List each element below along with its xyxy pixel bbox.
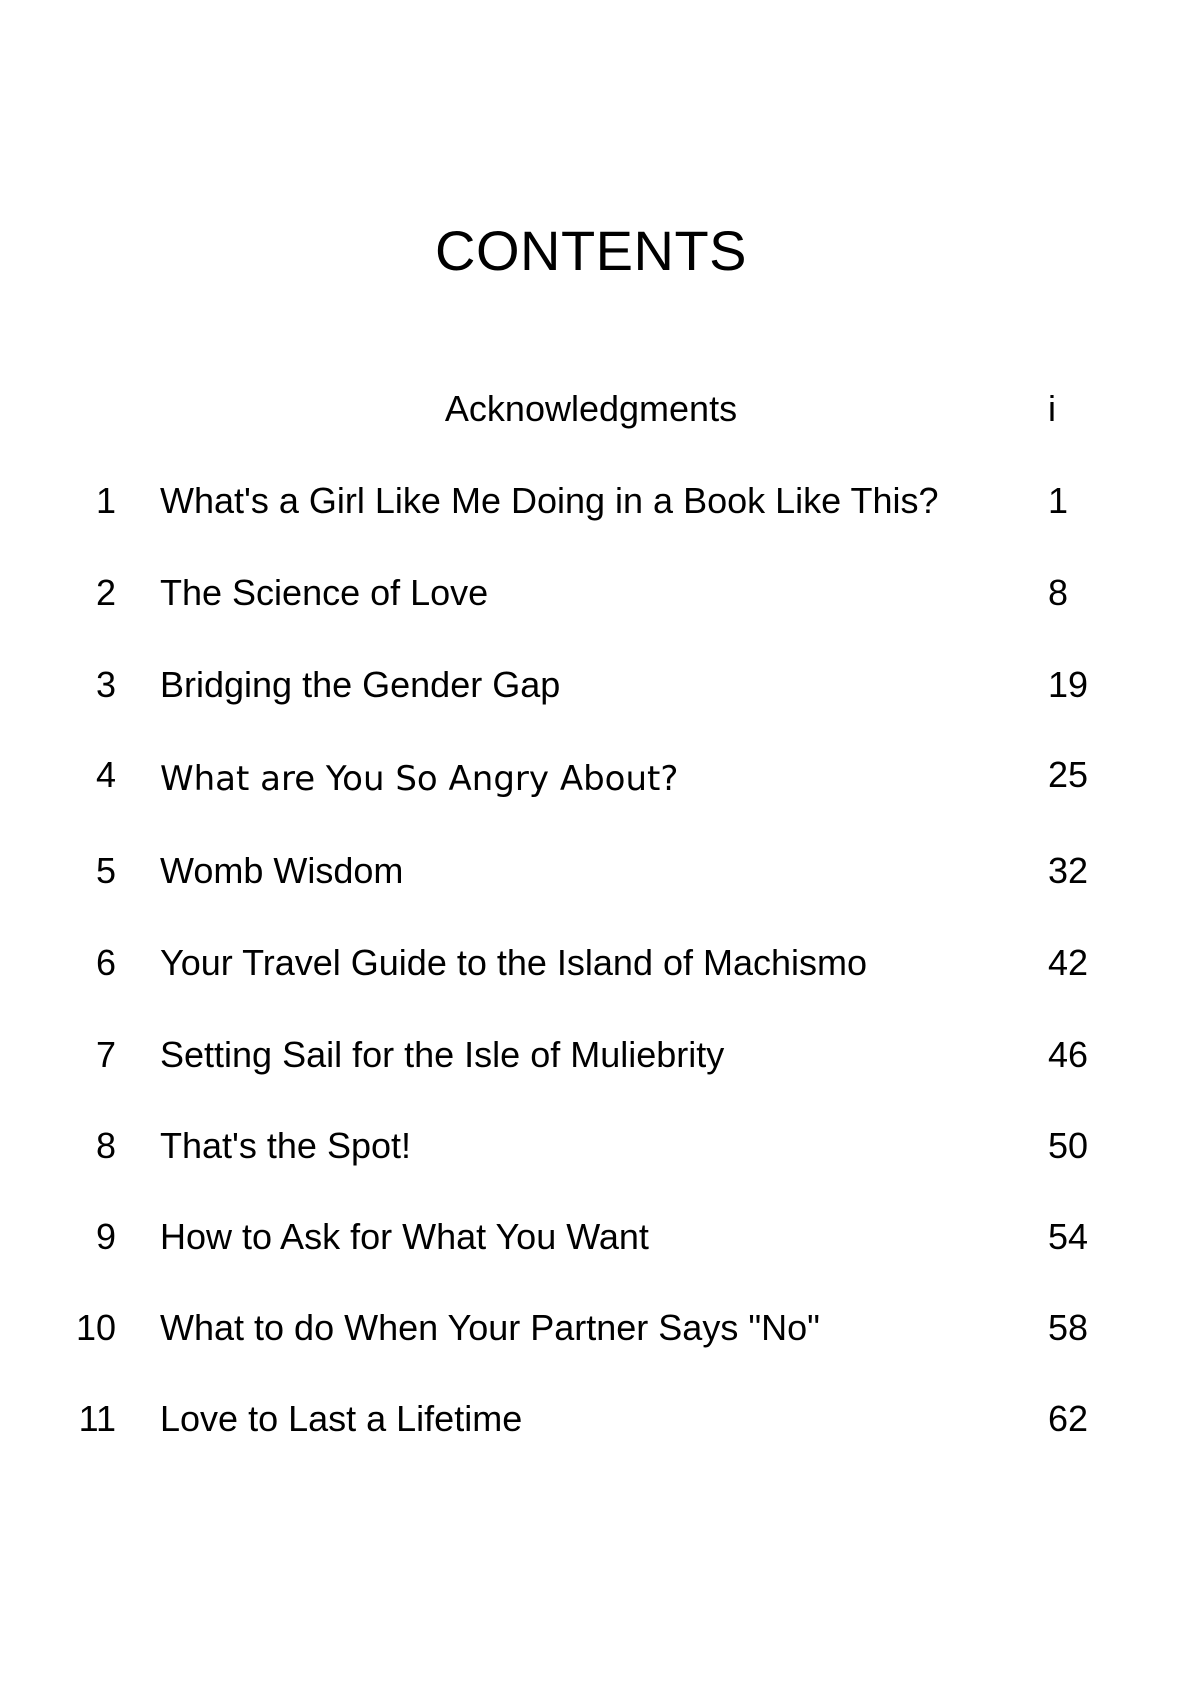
chapter-title: Your Travel Guide to the Island of Machismo <box>160 942 868 983</box>
chapter-page: 19 <box>1048 664 1089 705</box>
chapter-title: How to Ask for What You Want <box>160 1216 649 1257</box>
toc-row-acknowledgments[interactable] <box>0 384 1182 434</box>
chapter-page: 8 <box>1048 572 1069 613</box>
toc-row-chapter-2[interactable] <box>0 568 1182 618</box>
page-title: CONTENTS <box>435 219 747 282</box>
chapter-page: 1 <box>1048 480 1069 521</box>
toc-row-chapter-7[interactable] <box>0 1030 1182 1080</box>
chapter-page: 32 <box>1048 850 1089 891</box>
chapter-number: 10 <box>75 1307 116 1348</box>
chapter-title: The Science of Love <box>160 572 489 613</box>
chapter-number: 11 <box>78 1398 116 1439</box>
chapter-title: Bridging the Gender Gap <box>160 664 561 705</box>
chapter-page: 46 <box>1048 1034 1089 1075</box>
toc-row-chapter-4[interactable] <box>0 750 1182 800</box>
chapter-number: 1 <box>95 480 116 521</box>
chapter-page: 58 <box>1048 1307 1089 1348</box>
chapter-number: 7 <box>95 1034 116 1075</box>
toc-row-chapter-10[interactable] <box>0 1303 1182 1353</box>
toc-row-chapter-9[interactable] <box>0 1212 1182 1262</box>
chapter-title: Setting Sail for the Isle of Muliebrity <box>160 1034 725 1075</box>
chapter-page: 62 <box>1048 1398 1089 1439</box>
toc-row-chapter-5[interactable] <box>0 846 1182 896</box>
toc-row-chapter-11[interactable] <box>0 1394 1182 1444</box>
toc-row-chapter-1[interactable] <box>0 476 1182 526</box>
toc-row-chapter-3[interactable] <box>0 660 1182 710</box>
chapter-number: 3 <box>95 664 116 705</box>
chapter-title: Womb Wisdom <box>160 850 404 891</box>
chapter-page: 42 <box>1048 942 1089 983</box>
chapter-number: 5 <box>95 850 116 891</box>
chapter-title: What's a Girl Like Me Doing in a Book Like This? <box>160 480 939 521</box>
toc-row-chapter-6[interactable] <box>0 938 1182 988</box>
chapter-number: 8 <box>95 1125 116 1166</box>
chapter-number: 6 <box>95 942 116 983</box>
chapter-title: That's the Spot! <box>160 1125 412 1166</box>
toc-entry-title: Acknowledgments <box>444 388 738 429</box>
chapter-page: 50 <box>1048 1125 1089 1166</box>
toc-entry-page: i <box>1048 388 1056 429</box>
chapter-title: Love to Last a Lifetime <box>160 1398 523 1439</box>
chapter-page: 25 <box>1048 754 1089 795</box>
chapter-number: 9 <box>95 1216 116 1257</box>
toc-row-chapter-8[interactable] <box>0 1121 1182 1171</box>
chapter-number: 2 <box>95 572 116 613</box>
chapter-title: What are You So Angry About? <box>160 759 679 799</box>
chapter-number: 4 <box>95 754 116 795</box>
chapter-page: 54 <box>1048 1216 1089 1257</box>
chapter-title: What to do When Your Partner Says "No" <box>160 1307 820 1348</box>
